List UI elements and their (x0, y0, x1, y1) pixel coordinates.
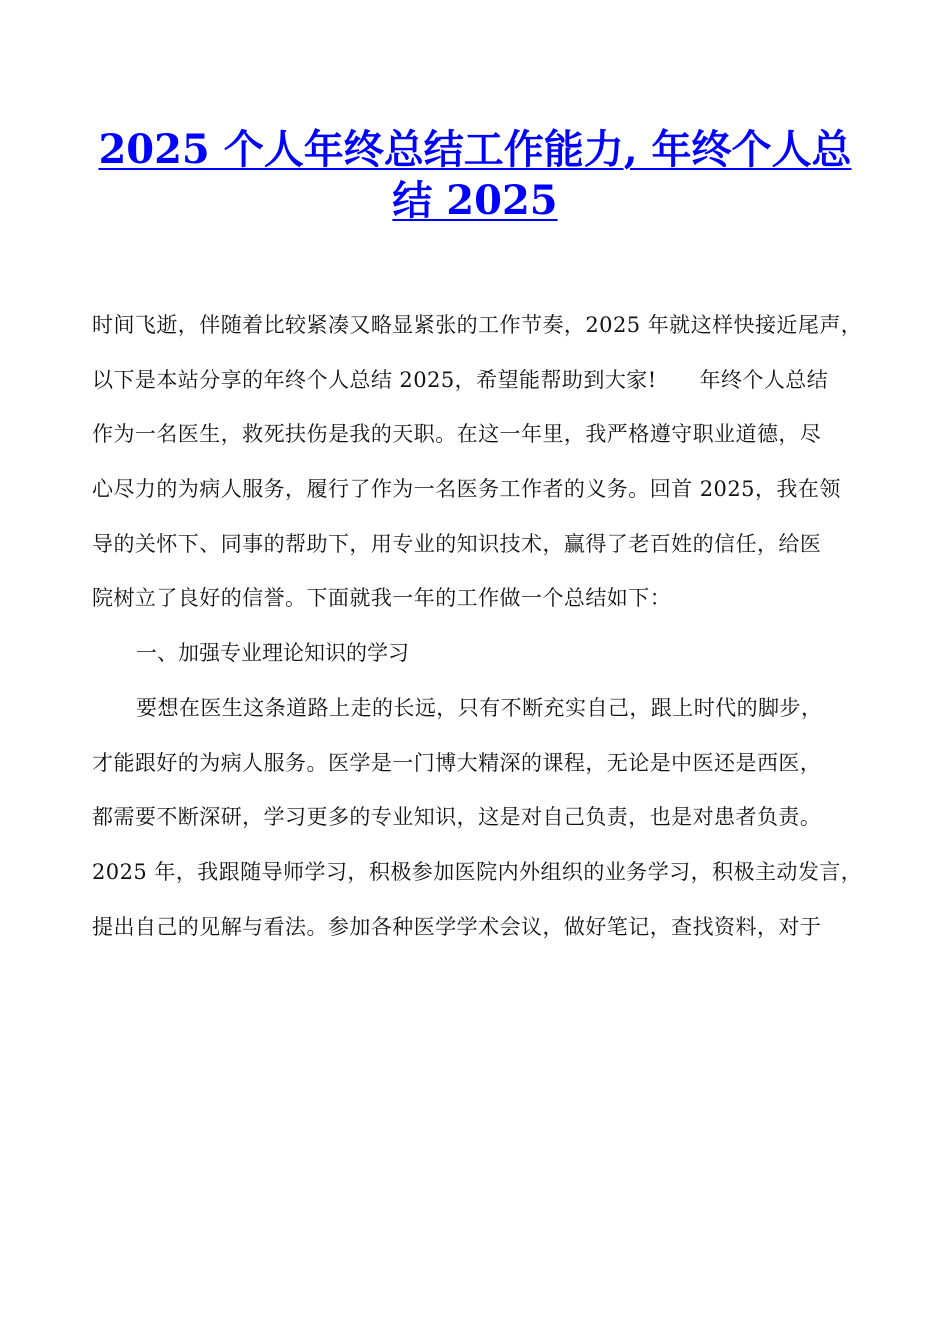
paragraph-line: 心尽力的为病人服务，履行了作为一名医务工作者的义务。回首 2025，我在领 (92, 477, 841, 502)
title-line-2[interactable]: 结 2025 (392, 177, 558, 224)
paragraph-line: 以下是本站分享的年终个人总结 2025，希望能帮助到大家! 年终个人总结 (92, 367, 829, 392)
section-heading: 一、加强专业理论知识的学习 (136, 641, 409, 666)
paragraph-line: 提出自己的见解与看法。参加各种医学学术会议，做好笔记，查找资料，对于 (92, 914, 822, 939)
document-body (92, 305, 882, 961)
paragraph-line: 才能跟好的为病人服务。医学是一门博大精深的课程，无论是中医还是西医， (92, 750, 822, 775)
paragraph-line: 时间飞逝，伴随着比较紧凑又略显紧张的工作节奏，2025 年就这样快接近尾声， (92, 313, 863, 337)
paragraph-line: 都需要不断深研，学习更多的专业知识，这是对自己负责，也是对患者负责。 (92, 805, 822, 830)
document-title (80, 124, 870, 226)
paragraph-line: 作为一名医生，救死扶伤是我的天职。在这一年里，我严格遵守职业道德，尽 (92, 422, 822, 447)
title-line-1[interactable]: 2025 个人年终总结工作能力, 年终个人总 (98, 126, 852, 173)
paragraph-line: 院树立了良好的信誉。下面就我一年的工作做一个总结如下： (92, 586, 672, 611)
paragraph-line: 导的关怀下、同事的帮助下，用专业的知识技术，赢得了老百姓的信任，给医 (92, 531, 822, 556)
paragraph-line: 要想在医生这条道路上走的长远，只有不断充实自己，跟上时代的脚步， (136, 695, 823, 720)
paragraph-line: 2025 年，我跟随导师学习，积极参加医院内外组织的业务学习，积极主动发言， (92, 859, 863, 884)
